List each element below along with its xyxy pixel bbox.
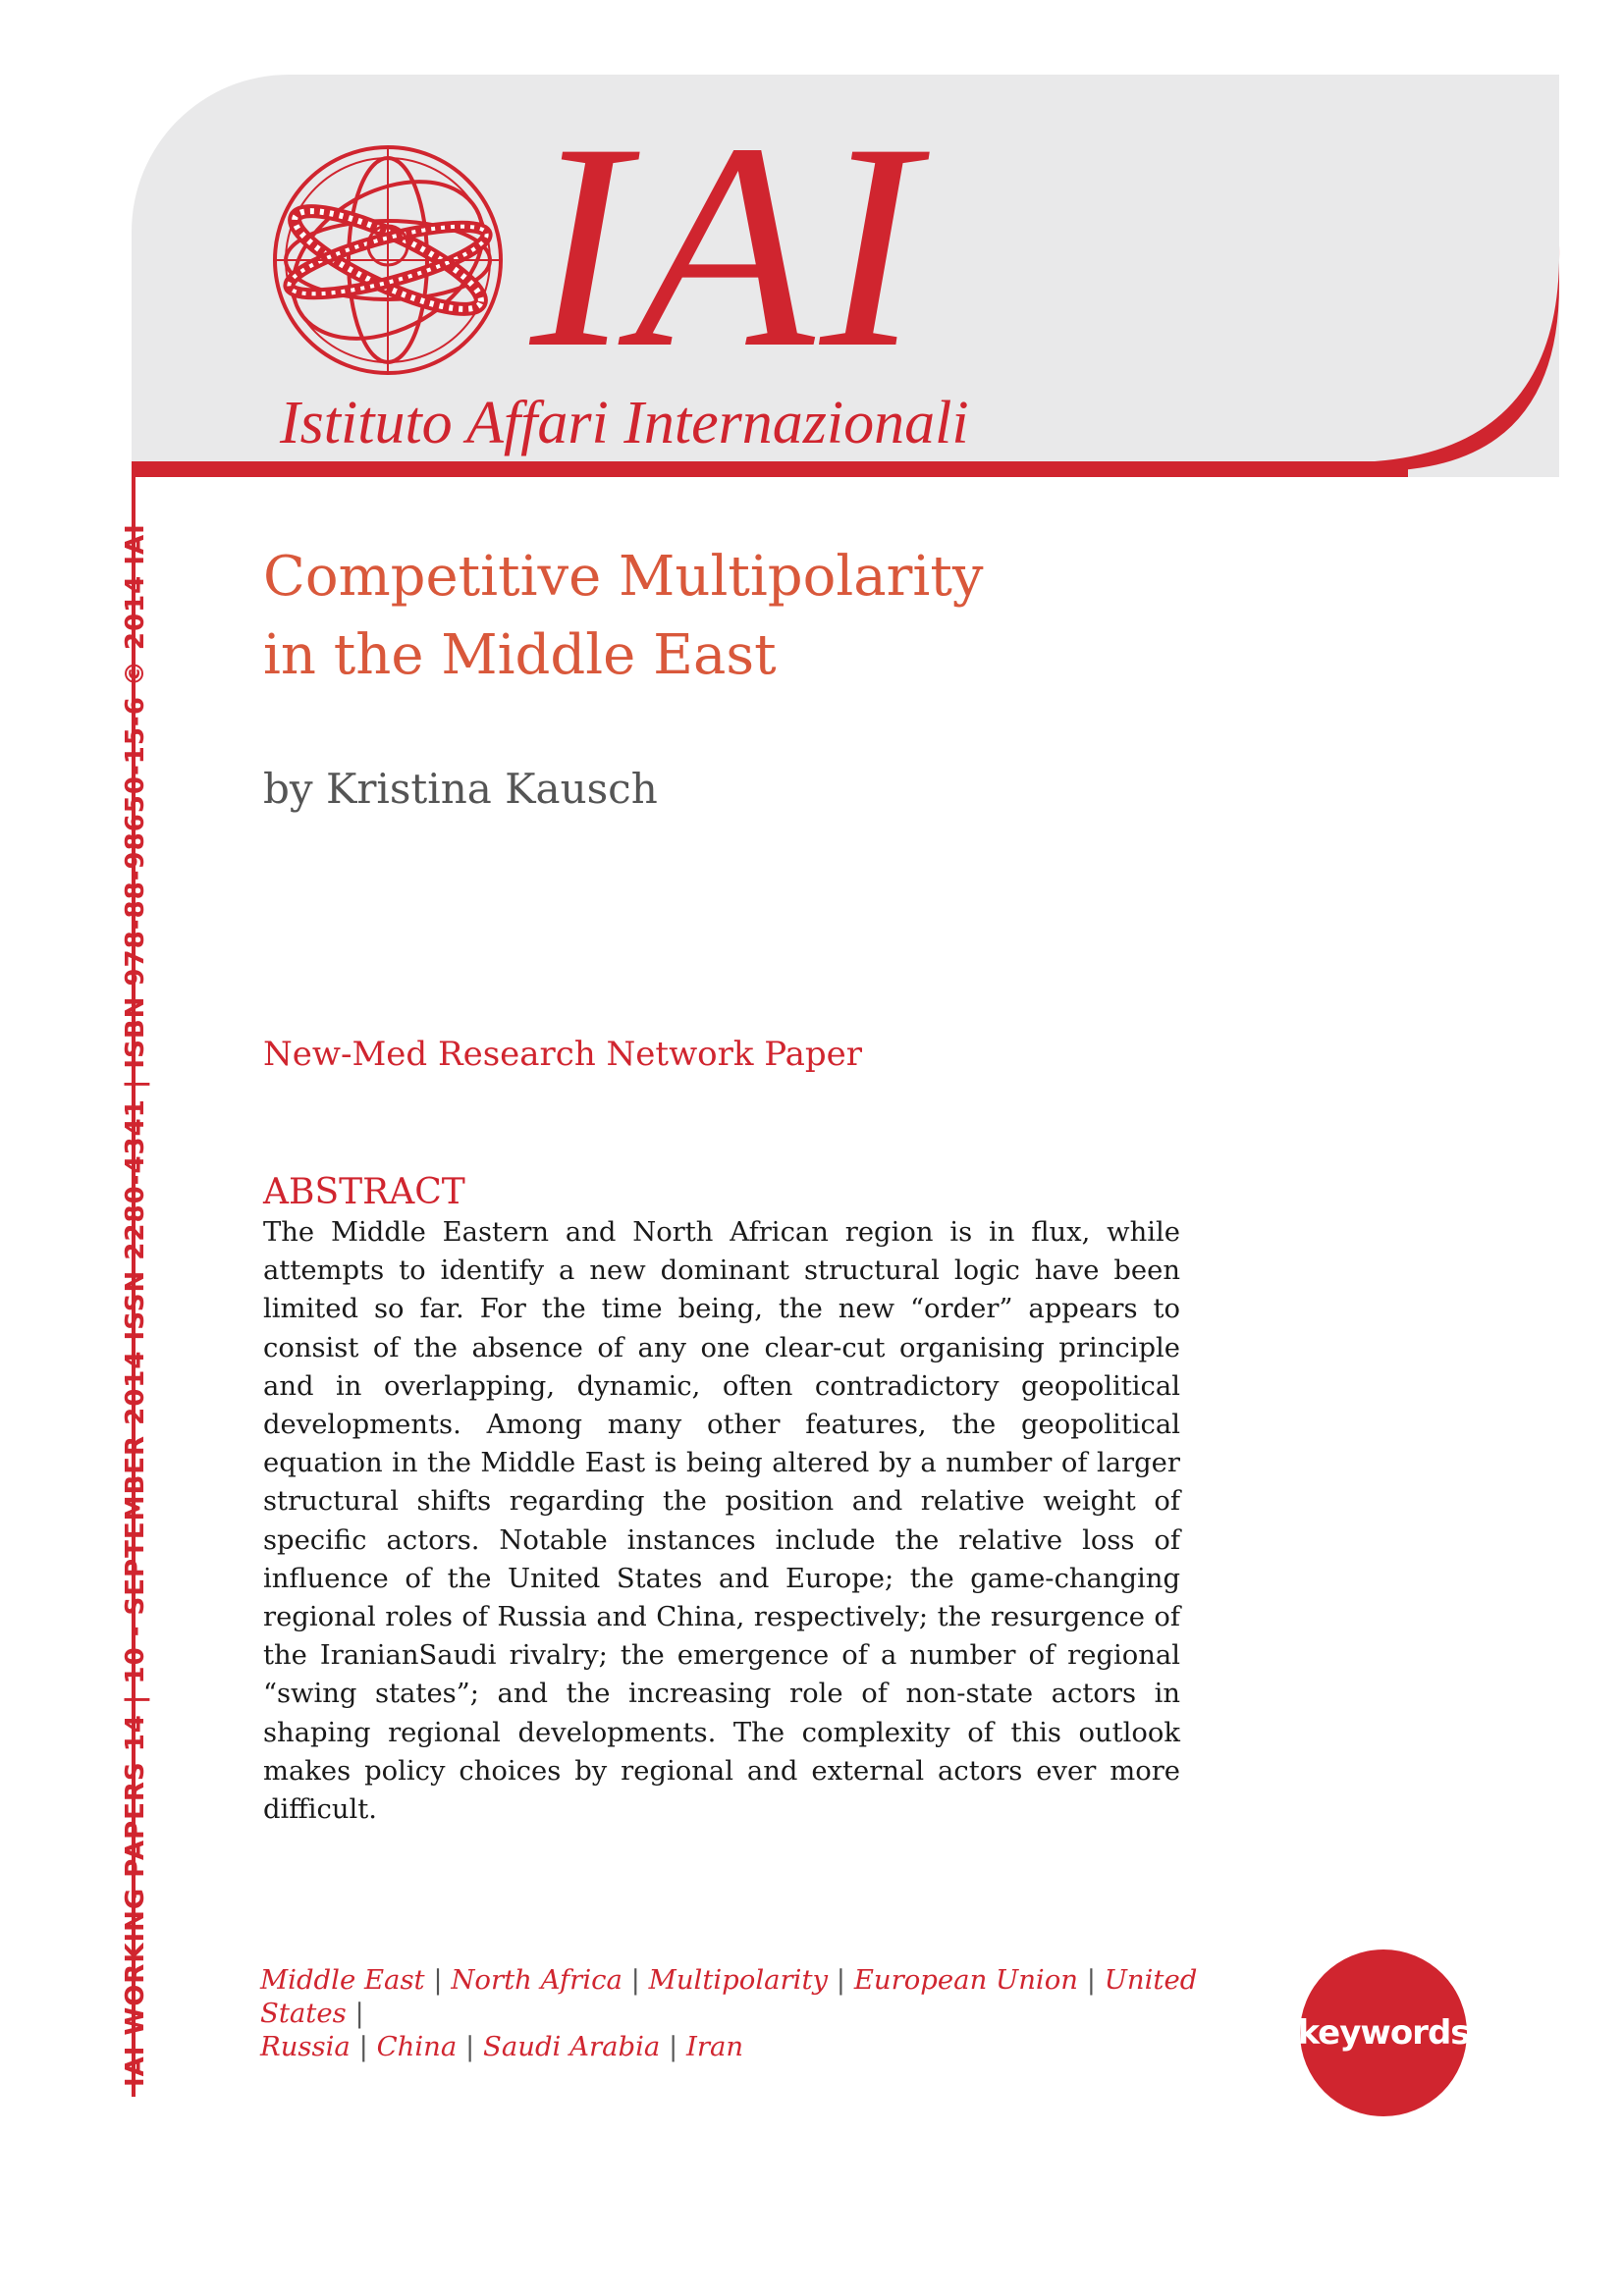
sidebar-publication-info: IAI WORKING PAPERS 14 | 10 - SEPTEMBER 2014 ISSN 2280-4341 | ISBN 978-88-98650-15-6 © 2014 IAI: [121, 523, 150, 2087]
keyword-separator: |: [346, 1998, 364, 2029]
author-line: by Kristina Kausch: [263, 765, 658, 813]
keyword-item: Middle East: [260, 1964, 425, 1996]
abstract-text: The Middle Eastern and North African region is in flux, while attempts to identify a new dominant structural logic have been limited so far. For the time being, the new “order” appears to consist of the absence of any one clear-cut organising principle and in overlapping, dynamic, often contradictory geopolitical developments. Among many other features, the geopolitical equation in the Middle East is being altered by a number of larger structural shifts regarding the position and relative weight of specific actors. Notable instances include the relative loss of influence of the United States and Europe; the game-changing regional roles of Russia and China, respectively; the resurgence of the IranianSaudi rivalry; the emergence of a number of regional “swing states”; and the increasing role of non-state actors in shaping regional developments. The complexity of this outlook makes policy choices by regional and external actors ever more difficult.: [263, 1217, 1180, 1826]
keywords-badge-label: keywords: [1297, 2013, 1470, 2053]
keywords-badge: [1297, 1949, 1470, 2116]
paper-title-line-1: Competitive Multipolarity: [263, 545, 984, 609]
keyword-separator: |: [828, 1964, 854, 1996]
keyword-item: Russia: [260, 2031, 351, 2062]
paper-title-line-2: in the Middle East: [263, 623, 777, 687]
keyword-item: North Africa: [451, 1964, 623, 1996]
keyword-separator: |: [424, 1964, 452, 1996]
keyword-separator: |: [350, 2031, 377, 2062]
keywords-list: [260, 1963, 1272, 2063]
keyword-separator: |: [622, 1964, 649, 1996]
keyword-item: European Union: [853, 1964, 1078, 1996]
iai-logo-mark: IAI: [530, 82, 925, 408]
keyword-item: Iran: [686, 2031, 744, 2062]
keyword-item: Multipolarity: [648, 1964, 829, 1996]
keyword-item: China: [376, 2031, 458, 2062]
keyword-separator: |: [1077, 1964, 1105, 1996]
series-label: New-Med Research Network Paper: [263, 1035, 863, 1074]
keyword-item: Saudi Arabia: [483, 2031, 661, 2062]
abstract-heading: ABSTRACT: [263, 1172, 465, 1212]
globe-armillary-icon: [265, 137, 511, 383]
paper-title: [263, 538, 1343, 695]
keyword-separator: |: [457, 2031, 483, 2062]
institute-name: Istituto Affari Internazionali: [280, 390, 969, 456]
keyword-separator: |: [660, 2031, 687, 2062]
keyword-item: United States: [260, 1964, 1198, 2029]
